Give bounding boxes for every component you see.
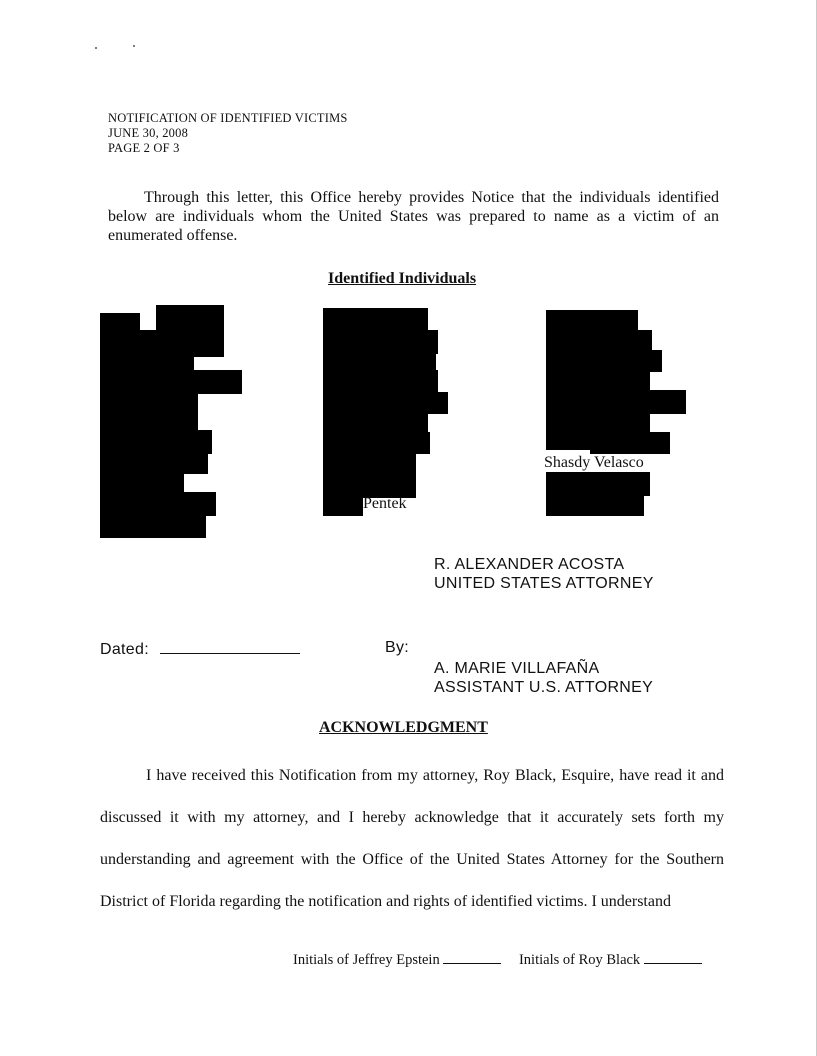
- identified-individuals-heading: Identified Individuals: [328, 270, 477, 287]
- scan-speck: [133, 45, 135, 47]
- signer-title: UNITED STATES ATTORNEY: [434, 575, 654, 592]
- initials-epstein-label: Initials of Jeffrey Epstein: [293, 952, 440, 968]
- acknowledgment-paragraph: [100, 755, 724, 923]
- header-title: NOTIFICATION OF IDENTIFIED VICTIMS: [108, 111, 348, 125]
- dated-field: [100, 640, 300, 659]
- assistant-title: ASSISTANT U.S. ATTORNEY: [434, 679, 654, 696]
- initials-line: [293, 951, 702, 969]
- acknowledgment-heading: ACKNOWLEDGMENT: [319, 719, 488, 736]
- signer-name: R. ALEXANDER ACOSTA: [434, 556, 625, 573]
- victim-name-velasco: Shasdy Velasco: [544, 454, 644, 471]
- header-page: PAGE 2 OF 3: [108, 141, 180, 155]
- dated-line: [160, 653, 300, 654]
- intro-text: Through this letter, this Office hereby provides Notice that the individuals identified below are individuals whom the United States was prepared to name as a victim of an enumerated offense.: [108, 189, 719, 244]
- acknowledgment-text: I have received this Notification from my attorney, Roy Black, Esquire, have read it and discussed it with my attorney, and I hereby acknowledge that it accurately sets forth my understanding and agreement with the Office of the United States Attorney for the Southern District of Florida regarding the notification and rights of identified victims. I understand: [100, 767, 724, 910]
- victim-name-pentek: Pentek: [363, 495, 407, 512]
- initials-epstein-line: [443, 963, 501, 964]
- assistant-name: A. MARIE VILLAFAÑA: [434, 660, 600, 677]
- scan-speck: [95, 47, 97, 49]
- header-date: JUNE 30, 2008: [108, 126, 189, 140]
- initials-black-label: Initials of Roy Black: [518, 952, 641, 968]
- dated-label: Dated:: [100, 641, 149, 658]
- by-label: By:: [385, 639, 410, 656]
- intro-paragraph: [108, 188, 719, 245]
- initials-black-line: [644, 963, 702, 964]
